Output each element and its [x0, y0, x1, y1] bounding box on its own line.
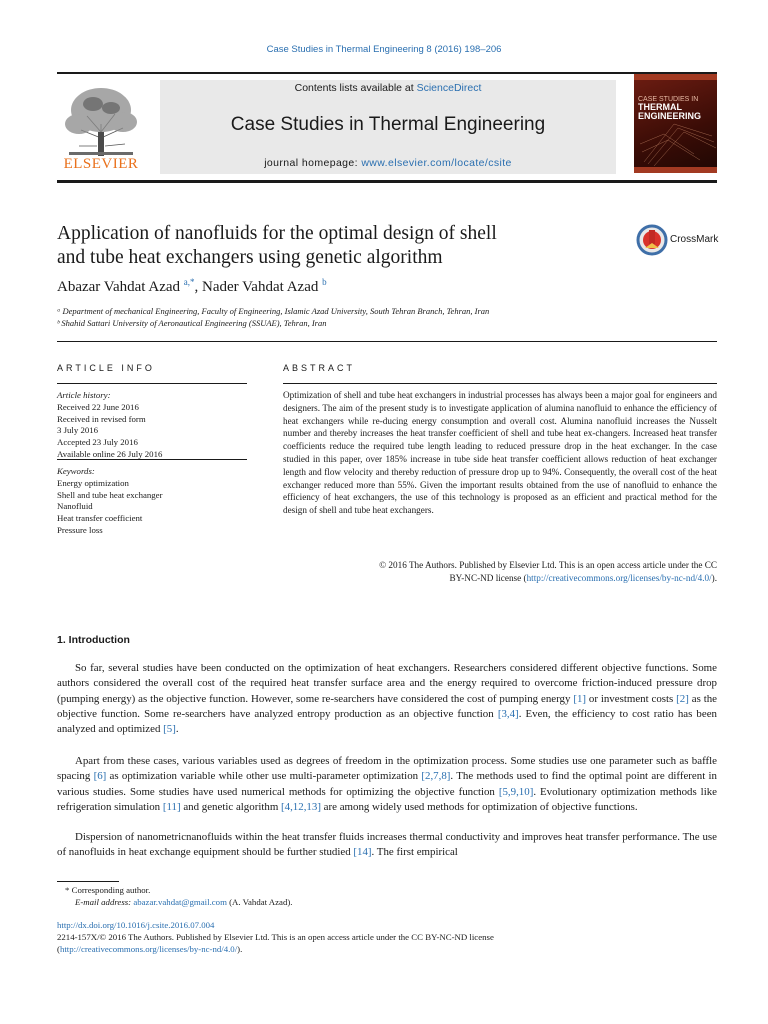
doi-link[interactable]: http://dx.doi.org/10.1016/j.csite.2016.07.004 [57, 920, 215, 930]
citation-link[interactable]: [6] [93, 770, 107, 783]
keyword-item: Pressure loss [57, 524, 103, 535]
citation-link[interactable]: [2] [676, 692, 689, 705]
cover-line-1: CASE STUDIES IN [638, 96, 699, 103]
license-line-2 [283, 572, 717, 585]
text-run: and genetic algorithm [180, 800, 282, 813]
contents-prefix: Contents lists available at [294, 82, 417, 94]
keyword-item: Shell and tube heat exchanger [57, 489, 163, 500]
license-link[interactable]: http://creativecommons.org/licenses/by-nc-nd/4.0/ [526, 572, 712, 583]
text-run: So far, several studies have been conducted on the optimization of heat exchangers. Researchers considered different objective functions. Some authors considered the overall cost of the required heat transfer surface area and the energy required to overcome friction-induced pressure drop (pumping energy) as the objective function. However, some re-searchers have considered the cost of pumping energy [57, 662, 717, 705]
footer-license-close: ). [237, 944, 243, 954]
journal-cover[interactable] [634, 74, 717, 173]
keyword-item: Energy optimization [57, 477, 129, 488]
citation-link[interactable]: [5] [163, 723, 176, 736]
homepage-line [160, 157, 616, 169]
article-title [57, 222, 597, 270]
text-run: . [175, 723, 179, 736]
text-run: are among widely used methods for optimization of objective functions. [320, 800, 638, 813]
cover-art-icon [634, 74, 717, 173]
email-note [75, 897, 292, 907]
history-label: Article history: [57, 390, 111, 400]
history-item: Available online 26 July 2016 [57, 448, 163, 459]
license-suffix: ). [711, 572, 717, 583]
article-info-heading: ARTICLE INFO [57, 363, 155, 373]
text-run: . Evolutionary optimization methods like refrigeration simulation [57, 785, 718, 813]
issn-line: 2214-157X/© 2016 The Authors. Published by Elsevier Ltd. This is an open access article under the CC BY-NC-ND license [57, 932, 494, 942]
text-run: . The first empirical [371, 846, 458, 859]
history-item: Received 22 June 2016 [57, 401, 139, 412]
history-item: Accepted 23 July 2016 [57, 437, 138, 448]
affiliation-b: ᵇ Shahid Sattari University of Aeronautical Engineering (SSUAE), Tehran, Iran [57, 318, 327, 328]
history-item: Received in revised form [57, 413, 146, 424]
text-run: . The methods used to find the optimal point are different in various studies. Some studies have used numerical methods for optimizing the objective function [57, 770, 717, 798]
author-name: Abazar Vahdat Azad [57, 279, 181, 295]
author-list [57, 277, 327, 296]
email-suffix: (A. Vahdat Azad). [226, 897, 293, 907]
cover-line-2: THERMAL [638, 102, 682, 112]
article-history [57, 390, 247, 461]
abstract-heading: ABSTRACT [283, 363, 356, 373]
crossmark-label[interactable]: CrossMark [670, 234, 719, 245]
text-run: as the objective function. Some re-searchers have analyzed entropy production as an objective function [57, 692, 718, 720]
running-header[interactable]: Case Studies in Thermal Engineering 8 (2016) 198–206 [266, 44, 502, 55]
article-title-line-1: Application of nanofluids for the optimal design of shell [57, 223, 497, 244]
abstract-license [283, 559, 717, 585]
introduction-heading: 1. Introduction [57, 634, 130, 646]
body-paragraph [57, 661, 717, 737]
history-item: 3 July 2016 [57, 425, 99, 436]
footer-license-link[interactable]: http://creativecommons.org/licenses/by-nc-nd/4.0/ [59, 944, 238, 954]
article-info-rule [57, 383, 247, 384]
author-name: Nader Vahdat Azad [202, 279, 319, 295]
text-run: . Even, the efficiency to cost ratio has been analyzed and optimized [57, 707, 717, 736]
abstract-rule [283, 383, 717, 384]
masthead-bottom-rule [57, 180, 717, 183]
citation-link[interactable]: [14] [353, 846, 372, 859]
footer-license-open: ( [57, 944, 60, 954]
keywords [57, 466, 247, 537]
keyword-item: Heat transfer coefficient [57, 513, 143, 524]
citation-link[interactable]: [3,4] [497, 707, 519, 720]
affiliation-a: ᵃ Department of mechanical Engineering, Faculty of Engineering, Islamic Azad University, South Tehran Branch, Tehran, Iran [57, 306, 490, 316]
homepage-prefix: journal homepage: [264, 157, 362, 169]
section-divider [57, 341, 717, 342]
masthead-top-rule [57, 72, 717, 74]
text-run: Apart from these cases, various variables used as degrees of freedom in the optimization process. Some studies use one parameter such as baffle spacing [57, 755, 717, 783]
cover-title [638, 103, 713, 121]
email-label: E-mail address: [75, 897, 134, 907]
author-separator: , [194, 279, 203, 295]
citation-link[interactable]: [11] [162, 800, 181, 813]
keywords-label: Keywords: [57, 466, 95, 476]
citation-link[interactable]: [4,12,13] [281, 800, 321, 813]
journal-title: Case Studies in Thermal Engineering [230, 114, 546, 135]
citation-link[interactable]: [5,9,10] [498, 785, 534, 798]
abstract-text: Optimization of shell and tube heat exchangers in industrial processes has always been a major goal for engineers and designers. The aim of the present study is to investigate application of alumina nanofluid to enhance the efficiency of heat exchangers while re-ducing energy consumption and overall cost. Alumina nanofluid increases the Nusselt number and thereby increases the heat transfer coefficient of shell and tube heat ex-changers. Increased heat transfer coefficients reduce the required tube length leading to reduced pressure drop in the heat exchanger. In the case studied in this paper, over 185% increase in tube side heat transfer coefficient allows reduction of heat exchanger length and flow velocity and thereby reduction of pressure drop up to 94%. Consequently, the overall cost of the heat exchanger reduced more than 55%. Given the important results obtained from the use of nanofluid to enhance the efficiency of heat exchangers, the use of this technology is proposed as an efficient and practical method for the design of shell and tube heat exchangers. [283, 390, 717, 516]
cover-line-3: ENGINEERING [638, 111, 702, 121]
article-title-line-2: and tube heat exchangers using genetic algorithm [57, 247, 443, 268]
elsevier-wordmark: ELSEVIER [63, 156, 139, 172]
homepage-link[interactable]: www.elsevier.com/locate/csite [361, 157, 512, 169]
text-run: Dispersion of nanometricnanofluids within the heat transfer fluids increases thermal conductivity and improves heat transfer performance. The use of nanofluids in heat exchange equipment should be further studied [57, 831, 717, 859]
keyword-item: Nanofluid [57, 501, 93, 512]
email-link[interactable]: abazar.vahdat@gmail.com [133, 897, 227, 907]
sciencedirect-link[interactable]: ScienceDirect [416, 82, 482, 94]
body-paragraph [57, 754, 717, 815]
corresponding-author-note: * Corresponding author. [65, 885, 151, 895]
citation-link[interactable]: [1] [573, 692, 587, 705]
article-info-rule [57, 459, 247, 460]
author-affiliation-marker[interactable]: a,* [183, 277, 195, 287]
footer-license [57, 944, 242, 954]
contents-line [160, 82, 616, 94]
author-affiliation-marker[interactable]: b [322, 277, 327, 287]
citation-link[interactable]: [2,7,8] [421, 770, 451, 783]
body-paragraph [57, 830, 717, 861]
license-prefix: BY-NC-ND license ( [449, 572, 527, 583]
footnote-rule [57, 881, 119, 882]
text-run: or investment costs [586, 692, 677, 705]
text-run: as optimization variable while other use multi-parameter optimization [106, 770, 422, 783]
license-line-1: © 2016 The Authors. Published by Elsevier Ltd. This is an open access article under the CC [379, 560, 717, 570]
